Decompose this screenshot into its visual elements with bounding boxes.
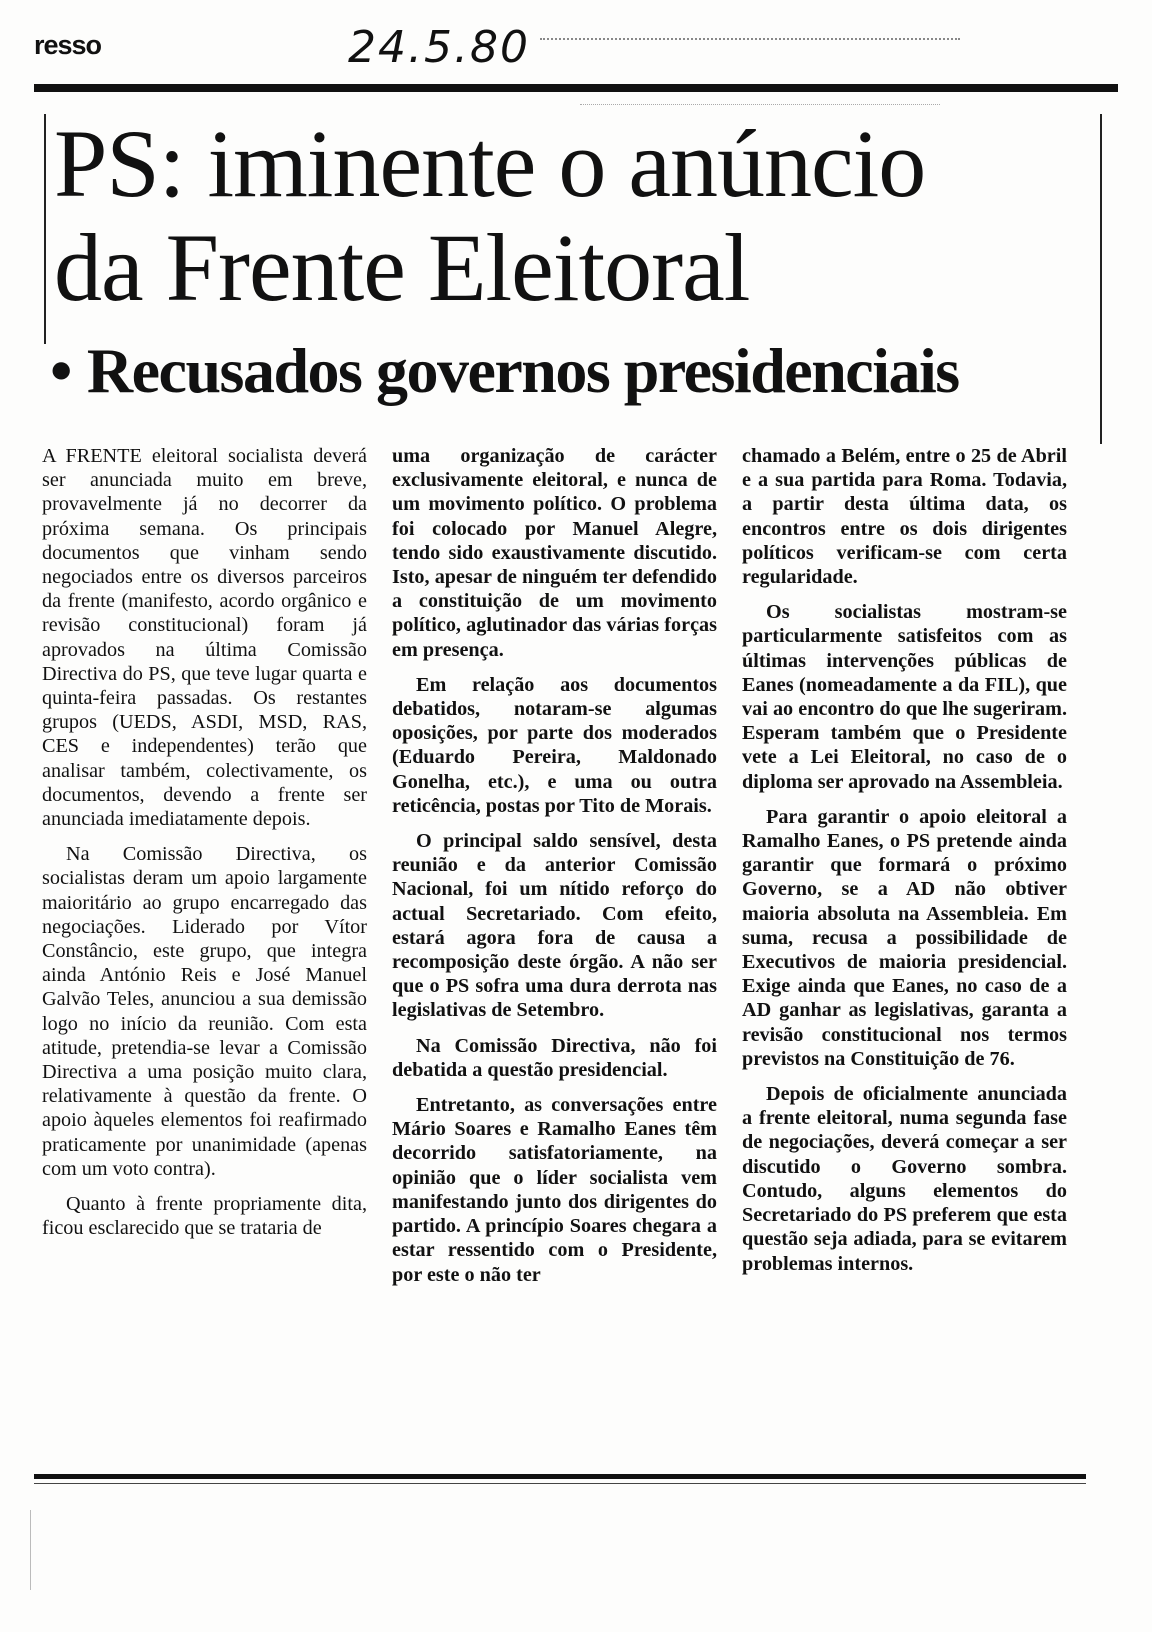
subheadline-text: Recusados governos presidenciais: [86, 335, 959, 406]
bottom-rule-thin: [34, 1483, 1086, 1484]
headline-line-1: PS: iminente o anúncio: [54, 110, 926, 217]
print-noise: [540, 38, 960, 46]
paragraph: Na Comissão Directiva, os socialistas deram um apoio largamente maioritário ao grupo encarregado das negociações. Liderado por Vítor Constâncio, este grupo, que integra ainda António Reis e José Manuel Galvão Teles, anunciou a sua demissão logo no início da reunião. Com esta atitude, pretendia-se levar a Comissão Directiva a uma posição muito clara, relativamente à questão da frente. O apoio àqueles elementos foi reafirmado praticamente por unanimidade (apenas com um voto contra).: [42, 843, 367, 1180]
paragraph: Na Comissão Directiva, não foi debatida a questão presidencial.: [392, 1034, 717, 1081]
paragraph: uma organização de carácter exclusivamente eleitoral, e nunca de um movimento político. O problema foi colocado por Manuel Alegre, tendo sido exaustivamente discutido. Isto, apesar de ninguém ter defendido a constituição de um movimento político, aglutinador das várias forças em presença.: [392, 445, 717, 661]
article-column-2: [392, 444, 717, 1287]
headline-line-2: da Frente Eleitoral: [54, 214, 750, 321]
paragraph: O principal saldo sensível, desta reunião e da anterior Comissão Nacional, foi um nítido reforço do actual Secretariado. Com efeito, estará agora fora de causa a recomposição deste órgão. A não ser que o PS sofra uma dura derrota nas legislativas de Setembro.: [392, 830, 717, 1022]
paragraph: Depois de oficialmente anunciada a frente eleitoral, numa segunda fase de negociações, deverá começar a ser discutido o Governo sombra. Contudo, alguns elementos do Secretariado do PS preferem que esta questão seja adiada, para se evitarem problemas internos.: [742, 1083, 1067, 1275]
headline: [54, 112, 1094, 320]
paragraph: A FRENTE eleitoral socialista deverá ser anunciada muito em breve, provavelmente já no decorrer da próxima semana. Os principais documentos que vinham sendo negociados entre os diversos parceiros da frente (manifesto, acordo orgânico e revisão constitucional) foram já aprovados na última Comissão Directiva do PS, que teve lugar quarta e quinta-feira passadas. Os restantes grupos (UEDS, ASDI, MSD, RAS, CES e independentes) terão que analisar também, colectivamente, os documentos, devendo a frente ser anunciada imediatamente depois.: [42, 445, 367, 831]
scan-edge-mark: [30, 1510, 31, 1590]
subheadline: [50, 334, 959, 408]
bullet-icon: •: [50, 335, 71, 406]
paragraph: Para garantir o apoio eleitoral a Ramalho Eanes, o PS pretende ainda garantir que formará o próximo Governo, se a AD não obtiver maioria absoluta na Assembleia. Em suma, recusa a possibilidade de Executivos de maioria presidencial. Exige ainda que Eanes, no caso de a AD ganhar as legislativas, garanta a revisão constitucional nos termos previstos na Constituição de 76.: [742, 805, 1067, 1070]
article-column-3: [742, 444, 1067, 1276]
top-rule: [34, 84, 1118, 92]
paragraph: Os socialistas mostram-se particularmente satisfeitos com as últimas intervenções públicas de Eanes (nomeadamente a da FIL), que vai ao encontro do que lhe sugeriram. Esperam também que o Presidente vete a Lei Eleitoral, no caso de o diploma ser aprovado na Assembleia.: [742, 601, 1067, 793]
frame-line-right: [1100, 114, 1102, 444]
bottom-rule: [34, 1474, 1086, 1479]
paragraph: chamado a Belém, entre o 25 de Abril e a sua partida para Roma. Todavia, a partir desta última data, os encontros entre os dois dirigentes políticos verificam-se com certa regularidade.: [742, 445, 1067, 589]
paragraph: Entretanto, as conversações entre Mário Soares e Ramalho Eanes têm decorrido satisfatoriamente, na opinião que o líder socialista vem manifestando junto dos dirigentes do partido. A princípio Soares chegara a estar ressentido com o Presidente, por este o não ter: [392, 1094, 717, 1286]
paragraph: Quanto à frente propriamente dita, ficou esclarecido que se trataria de: [42, 1193, 367, 1240]
print-noise: [580, 104, 940, 109]
article-column-1: [42, 444, 367, 1241]
masthead: resso: [34, 30, 102, 60]
paragraph: Em relação aos documentos debatidos, notaram-se algumas oposições, por parte dos moderados (Eduardo Pereira, Maldonado Gonelha, etc.), e uma ou outra reticência, postas por Tito de Morais.: [392, 673, 717, 817]
frame-line-left: [44, 114, 46, 344]
handwritten-date: 24.5.80: [348, 22, 530, 73]
